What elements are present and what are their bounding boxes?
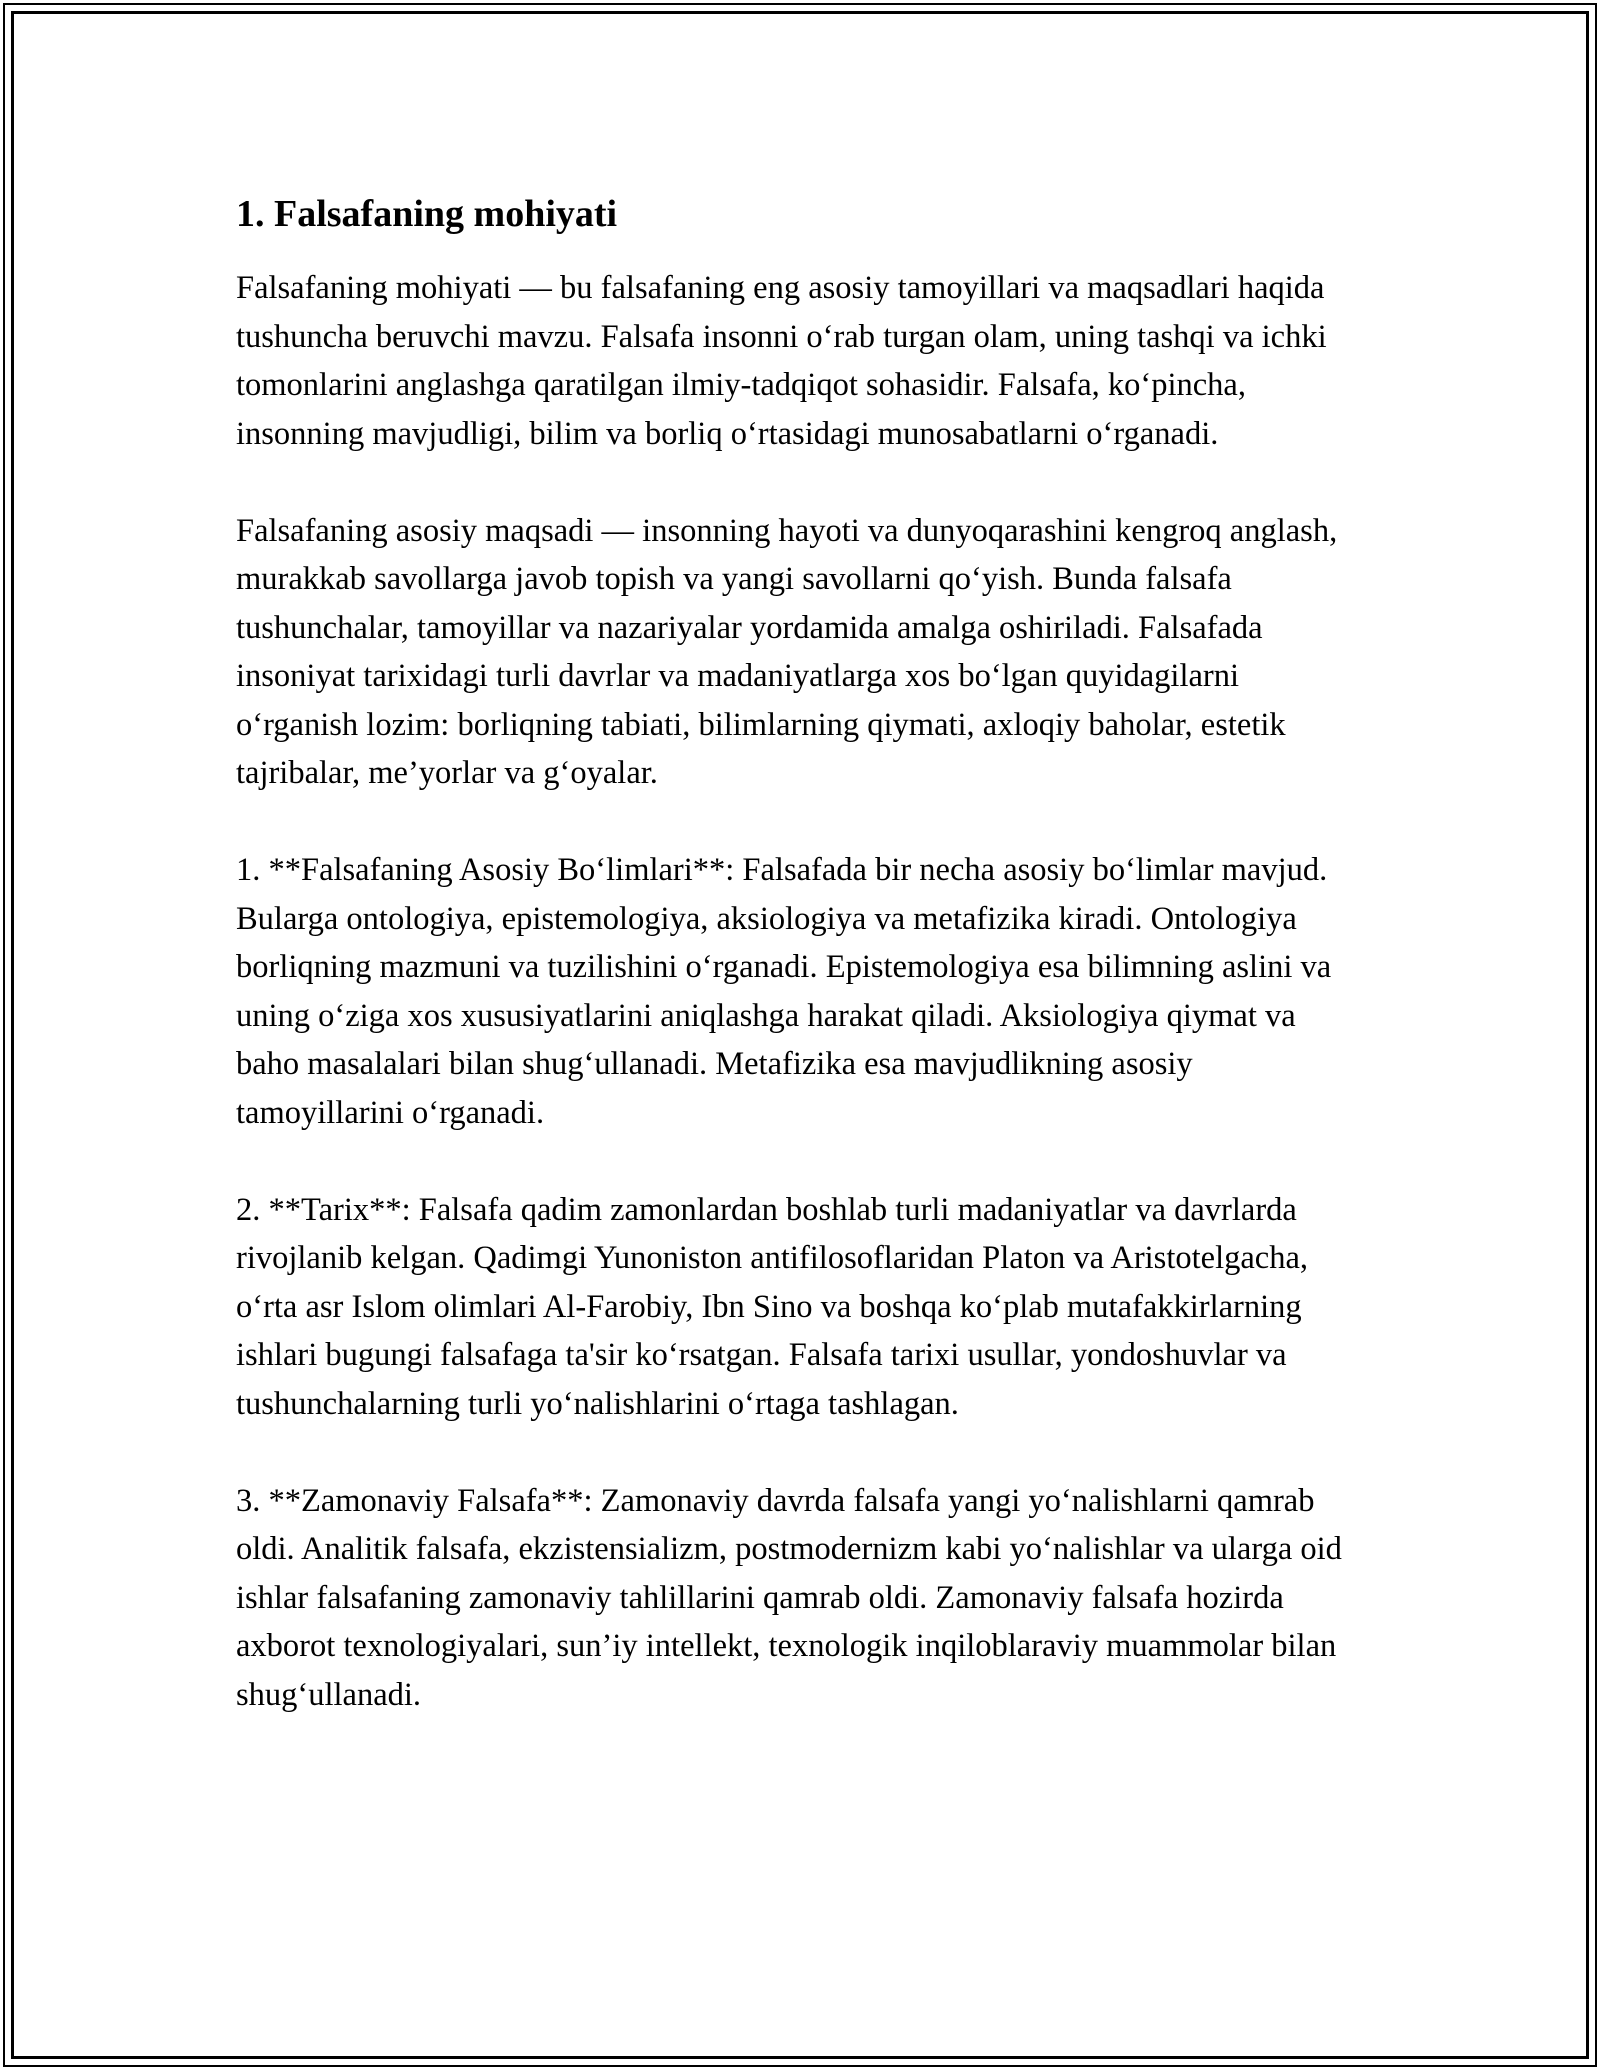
section-heading: 1. Falsafaning mohiyati — [236, 193, 618, 235]
paragraph-essence: Falsafaning mohiyati — bu falsafaning eng asosiy tamoyillari va maqsadlari haqida tushuncha beruvchi mavzu. Falsafa insonni o‘rab turgan olam, uning tashqi va ichki tomonlarini anglashga qaratilgan ilmiy-tadqiqot sohasidir. Falsafa, ko‘pincha, insonning mavjudligi, bilim va borliq o‘rtasidagi munosabatlarni o‘rganadi. — [236, 270, 1327, 452]
paragraph-main-branches: 1. **Falsafaning Asosiy Bo‘limlari**: Falsafada bir necha asosiy bo‘limlar mavjud. Bularga ontologiya, epistemologiya, aksiologiya va metafizika kiradi. Ontologiya borliqning mazmuni va tuzilishini o‘rganadi. Epistemologiya esa bilimning aslini va uning o‘ziga xos xususiyatlarini aniqlashga harakat qiladi. Aksiologiya qiymat va baho masalalari bilan shug‘ullanadi. Metafizika esa mavjudlikning asosiy tamoyillarini o‘rganadi. — [236, 852, 1332, 1131]
paragraph-modern-philosophy: 3. **Zamonaviy Falsafa**: Zamonaviy davrda falsafa yangi yo‘nalishlarni qamrab oldi. Analitik falsafa, ekzistensializm, postmodernizm kabi yo‘nalishlar va ularga oid ishlar falsafaning zamonaviy tahlillarini qamrab oldi. Zamonaviy falsafa hozirda axborot texnologiyalari, sun’iy intellekt, texnologik inqiloblaraviy muammolar bilan shug‘ullanadi. — [236, 1482, 1342, 1713]
paragraph-history: 2. **Tarix**: Falsafa qadim zamonlardan boshlab turli madaniyatlar va davrlarda rivojlanib kelgan. Qadimgi Yunoniston antifilosoflaridan Platon va Aristotelgacha, o‘rta asr Islom olimlari Al-Farobiy, Ibn Sino va boshqa ko‘plab mutafakkirlarning ishlari bugungi falsafaga ta'sir ko‘rsatgan. Falsafa tarixi usullar, yondoshuvlar va tushunchalarning turli yo‘nalishlarini o‘rtaga tashlagan. — [236, 1191, 1308, 1422]
document-body — [236, 188, 1366, 1768]
paragraph-main-goal: Falsafaning asosiy maqsadi — insonning hayoti va dunyoqarashini kengroq anglash, murakkab savollarga javob topish va yangi savollarni qo‘yish. Bunda falsafa tushunchalar, tamoyillar va nazariyalar yordamida amalga oshiriladi. Falsafada insoniyat tarixidagi turli davrlar va madaniyatlarga xos bo‘lgan quyidagilarni o‘rganish lozim: borliqning tabiati, bilimlarning qiymati, axloqiy baholar, estetik tajribalar, me’yorlar va g‘oyalar. — [236, 512, 1338, 791]
